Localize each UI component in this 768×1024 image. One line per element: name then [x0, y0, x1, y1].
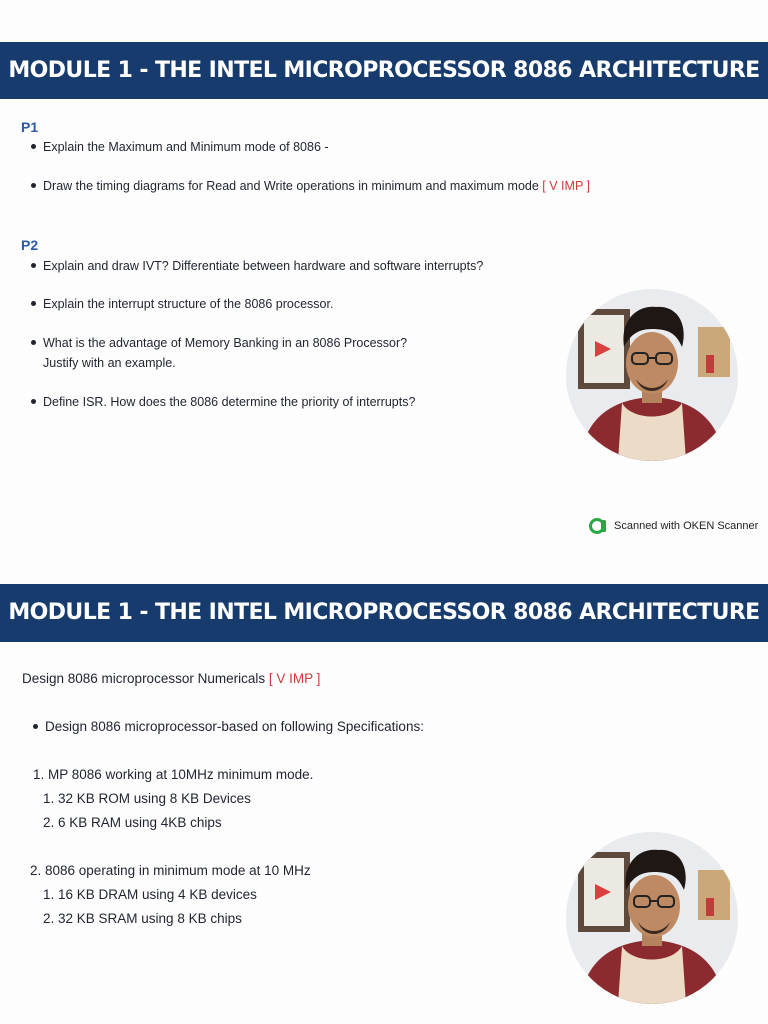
list-item: Define ISR. How does the 8086 determine the priority of interrupts? [31, 395, 415, 409]
importance-tag: [ V IMP ] [542, 179, 590, 193]
list-item: What is the advantage of Memory Banking in an 8086 Processor? [31, 336, 407, 350]
oken-scanner-logo-icon [589, 518, 607, 534]
scanner-text: Scanned with OKEN Scanner [614, 520, 759, 532]
bullet-icon [33, 724, 38, 729]
presenter-avatar [566, 832, 738, 1004]
slide-2 [0, 548, 768, 1024]
question-2: 2. 8086 operating in minimum mode at 10 MHz [30, 863, 311, 878]
bullet-icon [31, 399, 36, 404]
list-item-continuation: Justify with an example. [43, 356, 176, 370]
list-item: Draw the timing diagrams for Read and Write operations in minimum and maximum mode [ V IMP ] [31, 179, 590, 193]
list-item: Explain the Maximum and Minimum mode of 8086 - [31, 140, 329, 154]
question-1-sub-1: 1. 32 KB ROM using 8 KB Devices [43, 791, 251, 806]
list-item: Design 8086 microprocessor-based on following Specifications: [33, 719, 424, 734]
list-item: Explain and draw IVT? Differentiate between hardware and software interrupts? [31, 259, 483, 273]
importance-tag: [ V IMP ] [268, 671, 321, 686]
bullet-icon [31, 183, 36, 188]
question-2-sub-2: 2. 32 KB SRAM using 8 KB chips [43, 911, 242, 926]
bullet-icon [31, 301, 36, 306]
bullet-icon [31, 144, 36, 149]
list-item: Explain the interrupt structure of the 8086 processor. [31, 297, 333, 311]
module-banner: MODULE 1 - THE INTEL MICROPROCESSOR 8086 ARCHITECTURE [0, 42, 768, 99]
question-1: 1. MP 8086 working at 10MHz minimum mode. [33, 767, 314, 782]
presenter-figure [566, 289, 738, 461]
section-heading-p1: P1 [21, 119, 39, 135]
bullet-icon [31, 340, 36, 345]
scanner-watermark [589, 518, 758, 534]
question-1-sub-2: 2. 6 KB RAM using 4KB chips [43, 815, 222, 830]
intro-line: Design 8086 microprocessor Numericals [ V IMP ] [22, 671, 321, 686]
section-heading-p2: P2 [21, 237, 39, 253]
presenter-figure [566, 832, 738, 1004]
bullet-icon [31, 263, 36, 268]
presenter-avatar [566, 289, 738, 461]
question-2-sub-1: 1. 16 KB DRAM using 4 KB devices [43, 887, 257, 902]
module-banner: MODULE 1 - THE INTEL MICROPROCESSOR 8086 ARCHITECTURE [0, 584, 768, 642]
